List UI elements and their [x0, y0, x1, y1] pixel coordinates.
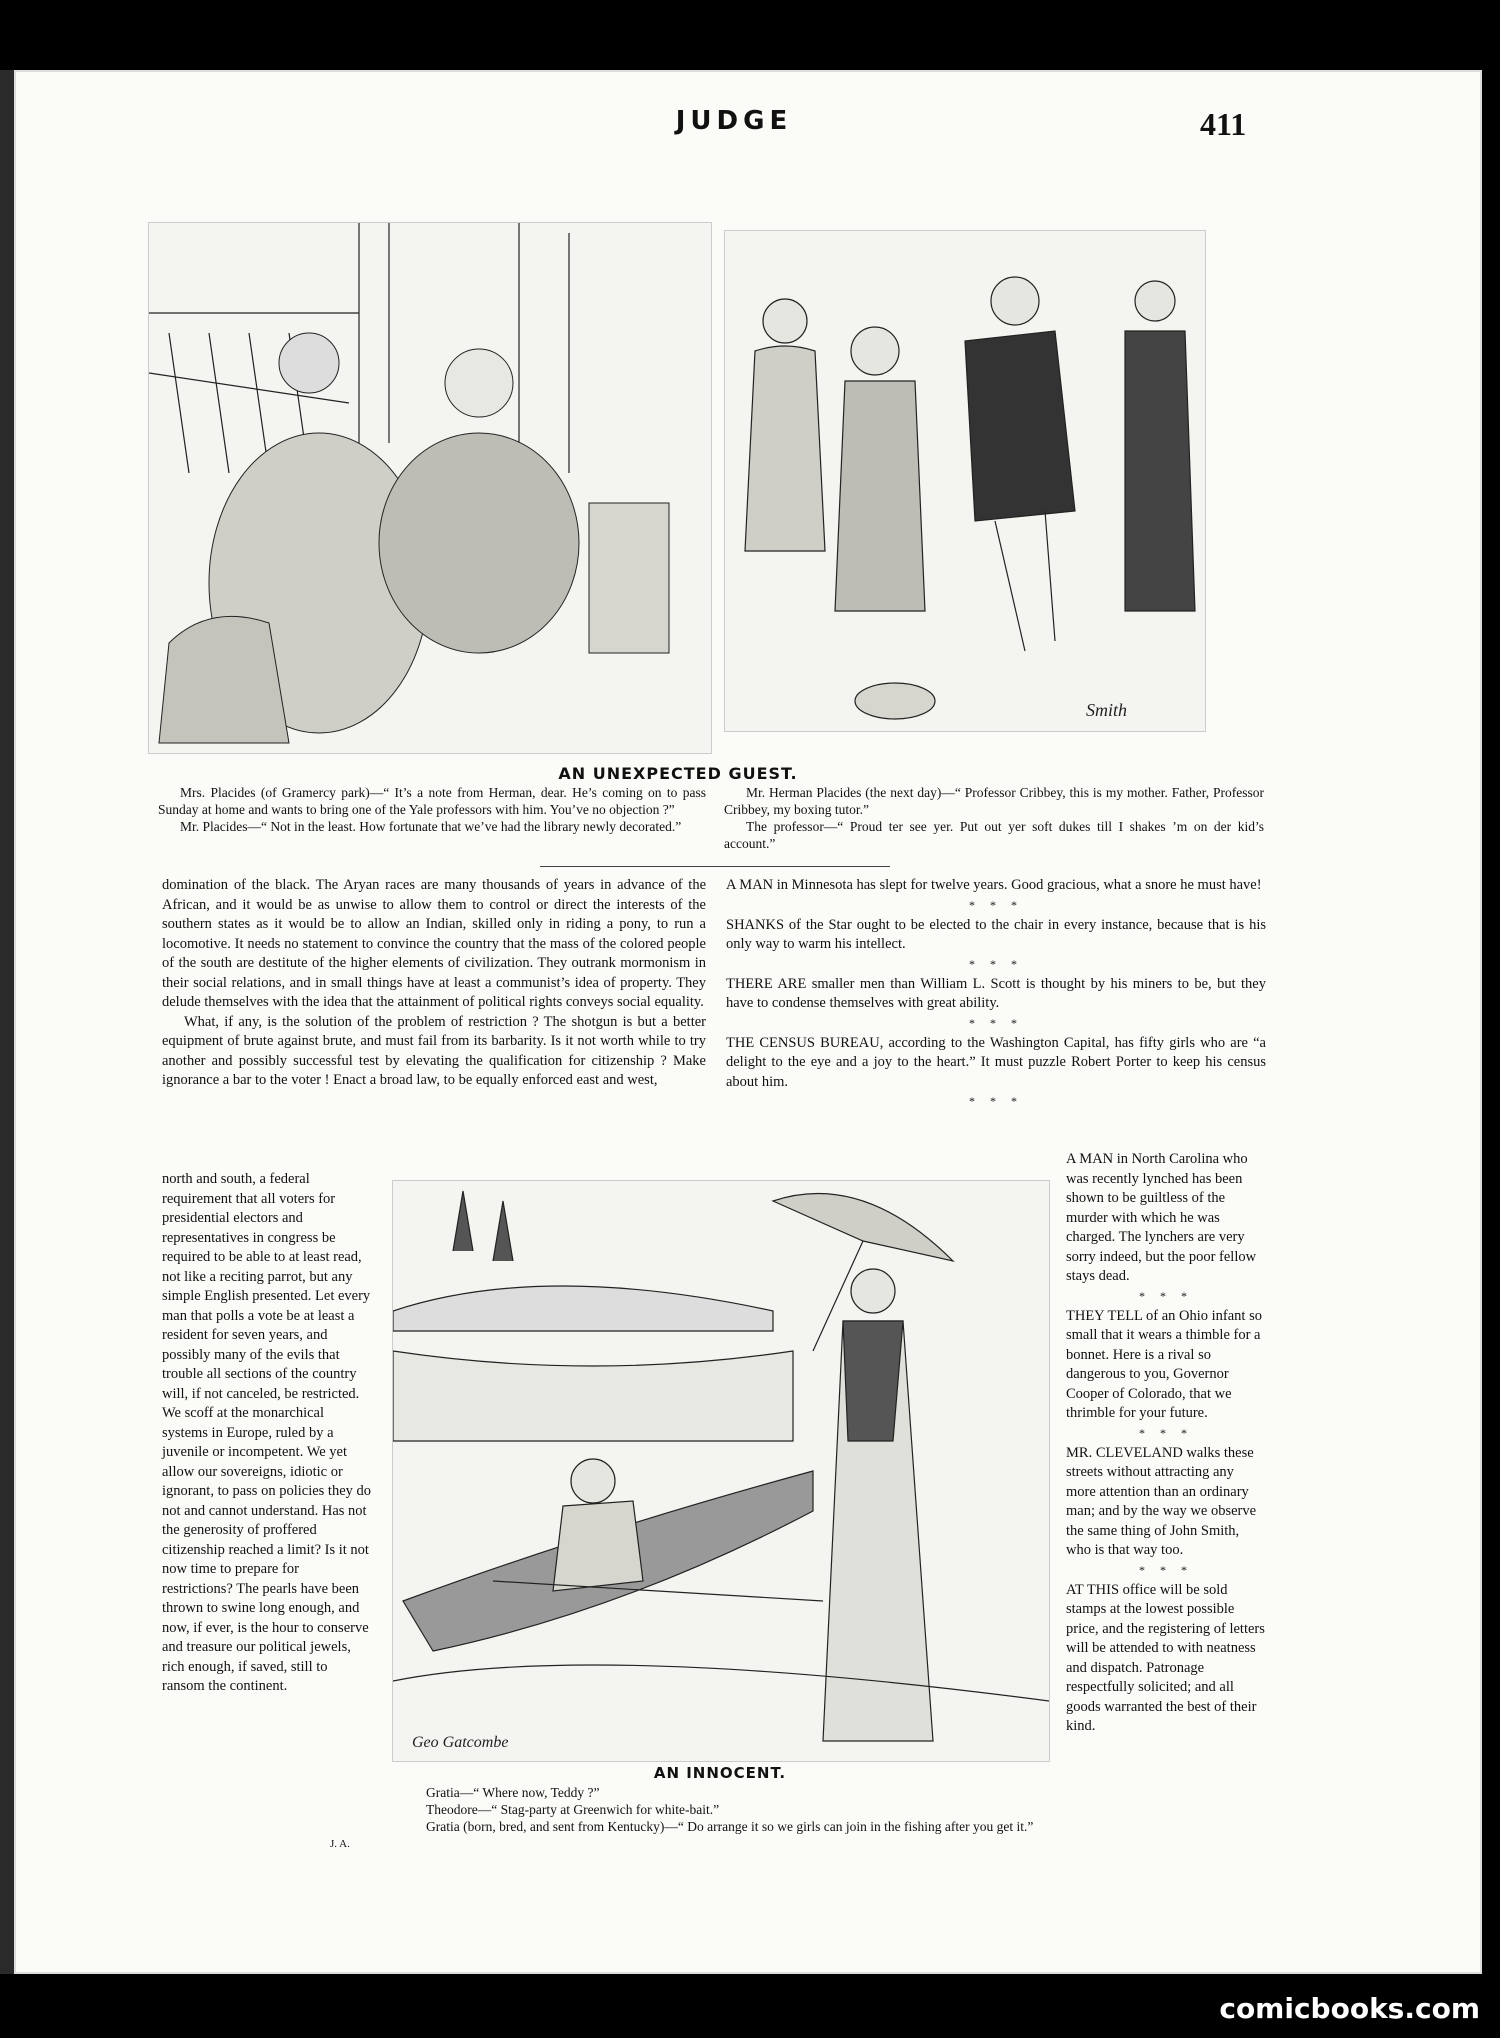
- paragraphs-column: [726, 876, 1266, 1112]
- paragraph-minnesota: A MAN in Minnesota has slept for twelve years. Good gracious, what a snore he must have!: [726, 877, 1262, 893]
- page-number: 411: [1200, 106, 1247, 142]
- paragraphs-column-narrow: [1066, 1150, 1266, 1737]
- paragraph-shanks: SHANKS of the Star ought to be elected to the chair in every instance, because that is his only way to warm his intellect.: [726, 916, 1266, 952]
- separator-stars: * * *: [969, 956, 1023, 971]
- paragraph-stamps: AT THIS office will be sold stamps at the lowest possible price, and the registering of letters will be attended to with neatness and dispatch. Patronage respectfully solicited; and all goods warranted the best of their kind.: [1066, 1581, 1265, 1734]
- cartoon1-caption-left: [158, 784, 706, 835]
- editorial-initials: J. A.: [330, 1838, 350, 1850]
- cartoon2-signature: Geo Gatcombe: [412, 1734, 509, 1751]
- editorial-paragraph-3: north and south, a federal requirement that all voters for presidential electors and representatives in congress be required to be able to at least read, not like a reciting parrot, but any simple English presented. Let every man that polls a vote be at least a resident for seven years, and possibly many of the evils that trouble all sections of the country will, if not canceled, be restricted. We scoff at the monarchical systems in Europe, ruled by a juvenile or incompetent. We yet allow our sovereigns, idiotic or ignorant, to pass on policies they do not and cannot understand. Has not the generosity of proffered citizenship reached a limit? Is it not now time to prepare for restrictions? The pearls have been thrown to swine long enough, and now, if ever, is the hour to conserve and treasure our political jewels, rich enough, if saved, still to ransom the continent.: [162, 1171, 372, 1694]
- separator-stars: * * *: [969, 897, 1023, 912]
- editorial-column-narrow: [162, 1170, 372, 1697]
- cartoon2-caption: [404, 1784, 1044, 1835]
- cartoon1-title: AN UNEXPECTED GUEST.: [558, 764, 798, 783]
- separator-stars: * * *: [969, 1094, 1023, 1108]
- cartoon1-signature: Smith: [1086, 700, 1128, 720]
- cartoon2-line-theodore: Theodore—“ Stag-party at Greenwich for white-bait.”: [426, 1802, 720, 1817]
- cartoon1-caption-professor: The professor—“ Proud ter see yer. Put out yer soft dukes till I shakes ’m on der kid’s account.”: [724, 819, 1264, 851]
- cartoon-greeting-illustration: [724, 230, 1206, 732]
- cartoon1-caption-right: [724, 784, 1264, 852]
- separator-stars: * * *: [969, 1015, 1023, 1030]
- cartoon1-caption-mrs: Mrs. Placides (of Gramercy park)—“ It’s a note from Herman, dear. He’s coming on to pass Sunday at home and wants to bring one of the Yale professors with him. You’ve no objection ?”: [158, 785, 706, 817]
- site-watermark: comicbooks.com: [1219, 1992, 1480, 2025]
- paragraph-cleveland: MR. CLEVELAND walks these streets without attracting any more attention than an ordinary man; and by the way we observe the same thing of John Smith, who is that way too.: [1066, 1444, 1257, 1558]
- cartoon2-line-gratia: Gratia—“ Where now, Teddy ?”: [426, 1785, 600, 1800]
- paragraph-ohio-infant: THEY TELL of an Ohio infant so small that it wears a thimble for a bonnet. Here is a rival so dangerous to you, Governor Cooper of Colorado, that we thrimble for your future.: [1066, 1307, 1262, 1421]
- editorial-column-top: [162, 876, 706, 1091]
- paragraph-scott: THERE ARE smaller men than William L. Scott is thought by his miners to be, but they have to condense themselves with great ability.: [726, 975, 1266, 1011]
- separator-stars: * * *: [1139, 1425, 1193, 1440]
- cartoon2-title: AN INNOCENT.: [653, 1764, 787, 1782]
- masthead: JUDGE: [675, 106, 793, 136]
- paragraph-census: THE CENSUS BUREAU, according to the Washington Capital, has fifty girls who are “a delight to the eye and a joy to the heart.” It must puzzle Robert Porter to keep his census about him.: [726, 1034, 1266, 1090]
- editorial-paragraph-2: What, if any, is the solution of the problem of restriction ? The shotgun is but a better equipment of brute against brute, and must fail from its barbarity. Is it not worth while to try another and possibly successful test by elevating the qualification for citizenship ? Make ignorance a bar to the voter ! Enact a broad law, to be equally enforced east and west,: [162, 1013, 706, 1088]
- cartoon1-caption-herman: Mr. Herman Placides (the next day)—“ Professor Cribbey, this is my mother. Father, Professor Cribbey, my boxing tutor.”: [724, 785, 1264, 817]
- separator-stars: * * *: [1139, 1562, 1193, 1577]
- section-divider: [540, 866, 890, 867]
- editorial-paragraph-1: domination of the black. The Aryan races are many thousands of years in advance of the African, and it would be as unwise to allow them to control or direct the interests of the southern states as it would be to allow an Indian, skilled only in riding a pony, to run a locomotive. It needs no statement to convince the country that the mass of the colored people of the south are destitute of the higher elements of civilization. They outrank mormonism in their social relations, and in small things have at least a communist’s idea of property. They delude themselves with the idea that the attainment of political rights conveys social equality.: [162, 877, 706, 1010]
- cartoon1-caption-mr: Mr. Placides—“ Not in the least. How fortunate that we’ve had the library newly decorated.”: [180, 819, 682, 834]
- separator-stars: * * *: [1139, 1288, 1193, 1303]
- page-binding-edge: [0, 70, 14, 1974]
- cartoon-parlor-illustration: [148, 222, 712, 754]
- cartoon-boat-illustration: [392, 1180, 1050, 1762]
- cartoon2-line-gratia-reply: Gratia (born, bred, and sent from Kentucky)—“ Do arrange it so we girls can join in the fishing after you get it.”: [426, 1819, 1034, 1834]
- paragraph-north-carolina: A MAN in North Carolina who was recently lynched has been shown to be guiltless of the murder with which he was charged. The lynchers are very sorry indeed, but the poor fellow stays dead.: [1066, 1151, 1257, 1284]
